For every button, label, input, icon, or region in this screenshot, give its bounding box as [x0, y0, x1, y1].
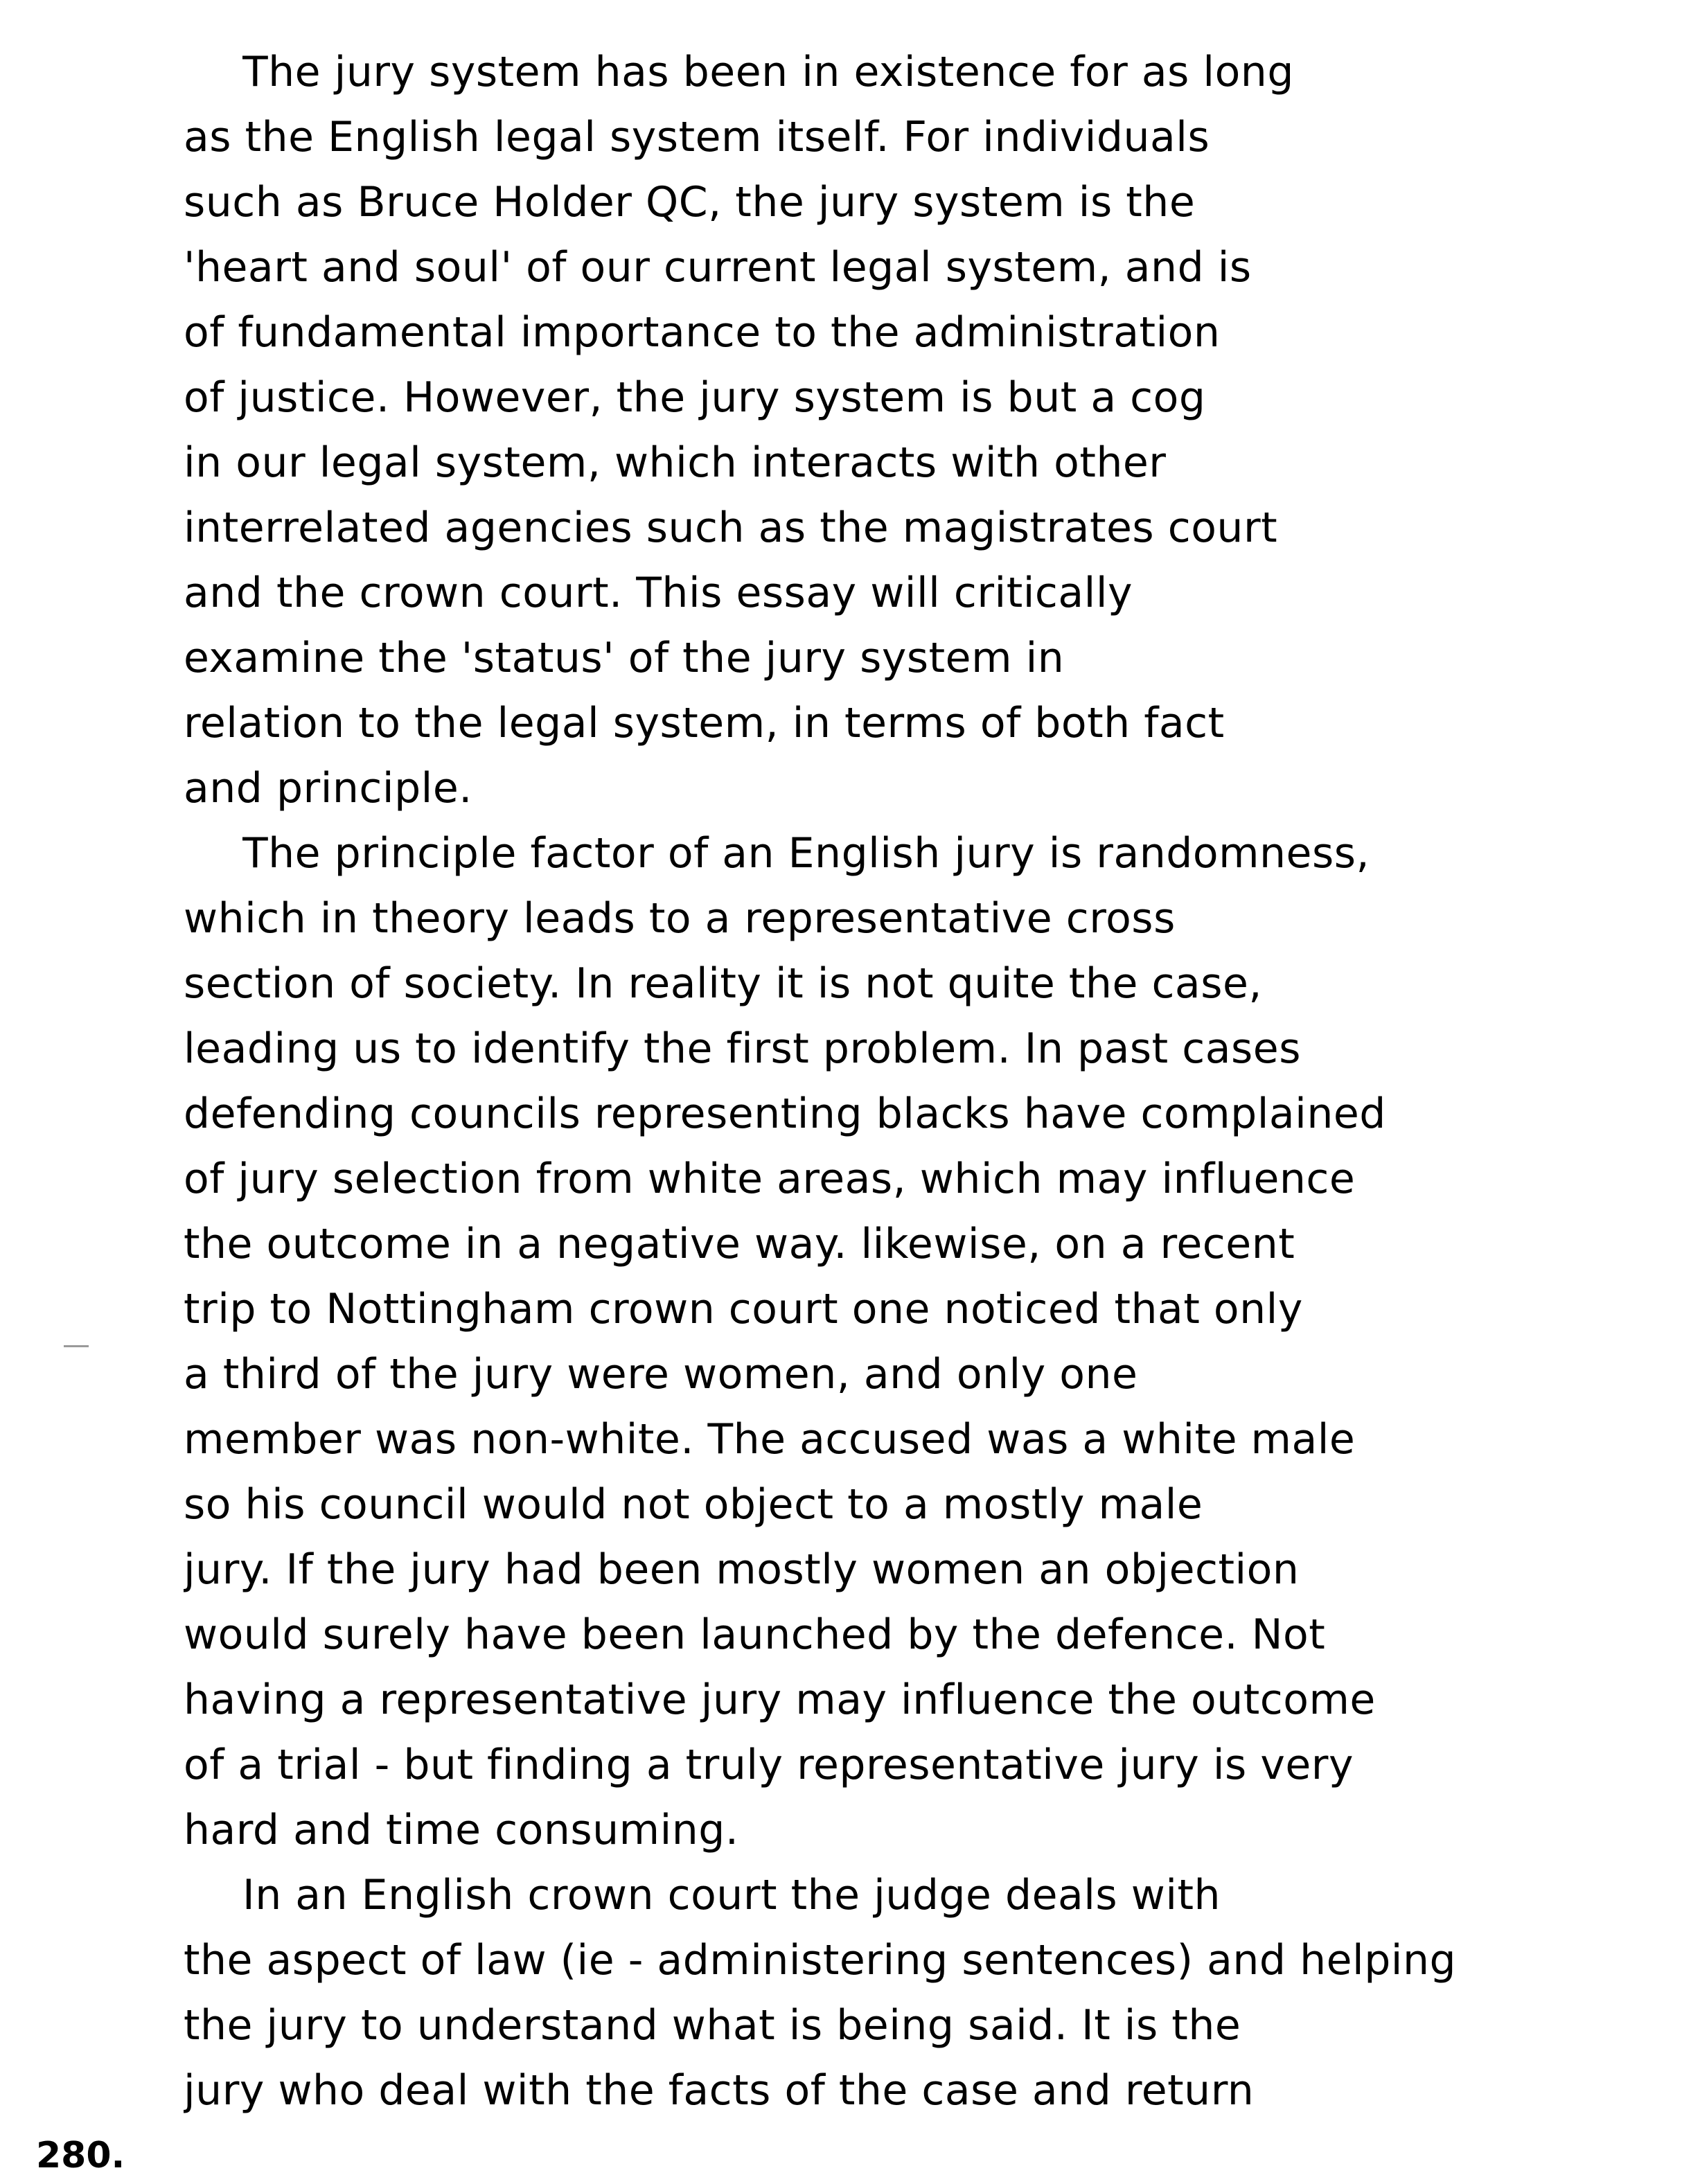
essay-line: In an English crown court the judge deals with [242, 1871, 1221, 1919]
essay-line: of justice. However, the jury system is but a cog [184, 373, 1206, 422]
essay-line: having a representative jury may influence the outcome [184, 1676, 1376, 1724]
essay-line: relation to the legal system, in terms of both fact [184, 699, 1225, 747]
essay-line: such as Bruce Holder QC, the jury system is the [184, 178, 1196, 227]
essay-line: The jury system has been in existence for as long [242, 48, 1294, 96]
essay-line: jury who deal with the facts of the case and return [184, 2066, 1255, 2115]
essay-line: of a trial - but finding a truly representative jury is very [184, 1741, 1354, 1789]
essay-line: interrelated agencies such as the magistrates court [184, 504, 1278, 552]
essay-line: 'heart and soul' of our current legal system, and is [184, 243, 1252, 292]
essay-line: member was non-white. The accused was a white male [184, 1415, 1356, 1464]
essay-line: section of society. In reality it is not quite the case, [184, 959, 1262, 1008]
essay-line: trip to Nottingham crown court one noticed that only [184, 1285, 1303, 1333]
essay-line: of fundamental importance to the administration [184, 308, 1221, 357]
essay-line: and principle. [184, 764, 472, 813]
essay-line: the jury to understand what is being said. It is the [184, 2001, 1241, 2050]
essay-line: hard and time consuming. [184, 1806, 739, 1854]
page-number: 280. [36, 2135, 125, 2176]
essay-line: examine the 'status' of the jury system in [184, 634, 1065, 682]
essay-line: as the English legal system itself. For individuals [184, 113, 1210, 161]
essay-line: so his council would not object to a mostly male [184, 1480, 1203, 1529]
essay-line: defending councils representing blacks have complained [184, 1090, 1386, 1138]
essay-line: in our legal system, which interacts with other [184, 438, 1167, 487]
essay-line: a third of the jury were women, and only one [184, 1350, 1138, 1399]
essay-line: the aspect of law (ie - administering sentences) and helping [184, 1936, 1457, 1985]
essay-line: jury. If the jury had been mostly women an objection [184, 1545, 1300, 1594]
essay-line: the outcome in a negative way. likewise, on a recent [184, 1220, 1295, 1268]
essay-line: would surely have been launched by the defence. Not [184, 1610, 1326, 1659]
essay-line: The principle factor of an English jury is randomness, [242, 829, 1370, 878]
essay-line: of jury selection from white areas, which may influence [184, 1155, 1356, 1203]
essay-line: leading us to identify the first problem. In past cases [184, 1024, 1301, 1073]
essay-line: which in theory leads to a representative cross [184, 894, 1176, 943]
essay-line: and the crown court. This essay will critically [184, 569, 1133, 617]
margin-mark [64, 1345, 89, 1347]
